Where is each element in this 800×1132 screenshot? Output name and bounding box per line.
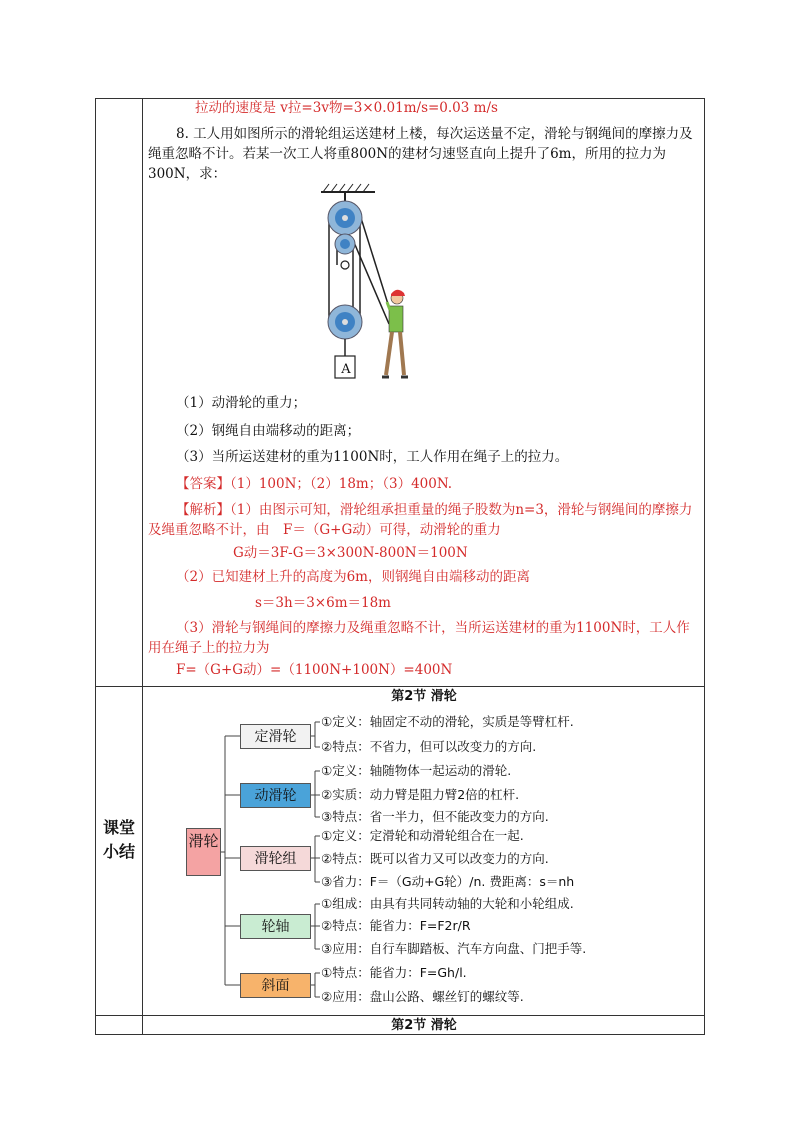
summary-section-title: 第2节 滑轮 — [391, 689, 457, 704]
pulley-figure — [315, 180, 435, 385]
question-3: （3）当所运送建材的重为1100N时，工人作用在绳子上的拉力。 — [176, 449, 569, 465]
formula-3: F=（G+G动）=（1100N+100N）=400N — [176, 662, 453, 678]
group-incline: 斜面 — [240, 973, 311, 998]
group-wheel-axle: 轮轴 — [240, 914, 311, 939]
movable-pulley-item-2: ②实质：动力臂是阻力臂2倍的杠杆. — [321, 787, 520, 802]
figure-label-a: A — [341, 362, 351, 377]
formula-1: G动＝3F-G＝3×300N-800N＝100N — [233, 545, 468, 561]
fixed-pulley-item-1: ①定义：轴固定不动的滑轮，实质是等臂杠杆. — [321, 714, 574, 729]
answer-line: 【答案】（1）100N；（2）18m；（3）400N. — [176, 476, 453, 492]
group-pulley-block: 滑轮组 — [240, 846, 311, 871]
mindmap-root: 滑轮 — [186, 828, 221, 876]
movable-pulley-item-1: ①定义：轴随物体一起运动的滑轮. — [321, 763, 512, 778]
problem-text: 8. 工人用如图所示的滑轮组运送建材上楼，每次运送量不定，滑轮与钢绳间的摩擦力及绳重忽略不计。若某一次工人将重800N的建材匀速竖直向上提升了6m，所用的拉力为300N，求： — [148, 126, 693, 182]
pulley-block-item-3: ③省力：F＝（G动+G轮）/n. 费距离：s＝nh — [321, 874, 575, 889]
summary-side-label: 课堂小结 — [103, 818, 136, 861]
pulley-block-item-2: ②特点：既可以省力又可以改变力的方向. — [321, 851, 549, 866]
analysis-2: （2）已知建材上升的高度为6m，则钢绳自由端移动的距离 — [176, 569, 530, 585]
group-movable-pulley: 动滑轮 — [240, 783, 311, 808]
analysis-1: 【解析】（1）由图示可知，滑轮组承担重量的绳子股数为n=3，滑轮与钢绳间的摩擦力及绳重忽略不计，由 F＝（G+G动）可得，动滑轮的重力 — [148, 502, 693, 538]
question-2: （2）钢绳自由端移动的距离； — [176, 423, 361, 439]
speed-line: 拉动的速度是 v拉=3v物=3×0.01m/s=0.03 m/s — [195, 100, 498, 116]
wheel-axle-item-3: ③应用：自行车脚踏板、汽车方向盘、门把手等. — [321, 941, 587, 956]
footer-section-title: 第2节 滑轮 — [391, 1018, 457, 1033]
fixed-pulley-item-2: ②特点：不省力，但可以改变力的方向. — [321, 739, 537, 754]
wheel-axle-item-1: ①组成：由具有共同转动轴的大轮和小轮组成. — [321, 896, 574, 911]
pulley-block-item-1: ①定义：定滑轮和动滑轮组合在一起. — [321, 828, 524, 843]
wheel-axle-item-2: ②特点：能省力：F=F2r/R — [321, 918, 471, 933]
group-fixed-pulley: 定滑轮 — [240, 724, 311, 749]
question-1: （1）动滑轮的重力； — [176, 395, 307, 411]
incline-item-1: ①特点：能省力：F=Gh/l. — [321, 965, 467, 980]
analysis-3: （3）滑轮与钢绳间的摩擦力及绳重忽略不计，当所运送建材的重为1100N时，工人作用在绳子上的拉力为 — [148, 620, 690, 656]
formula-2: s＝3h＝3×6m＝18m — [255, 595, 391, 611]
movable-pulley-item-3: ③特点：省一半力，但不能改变力的方向. — [321, 809, 549, 824]
incline-item-2: ②应用：盘山公路、螺丝钉的螺纹等. — [321, 989, 524, 1004]
